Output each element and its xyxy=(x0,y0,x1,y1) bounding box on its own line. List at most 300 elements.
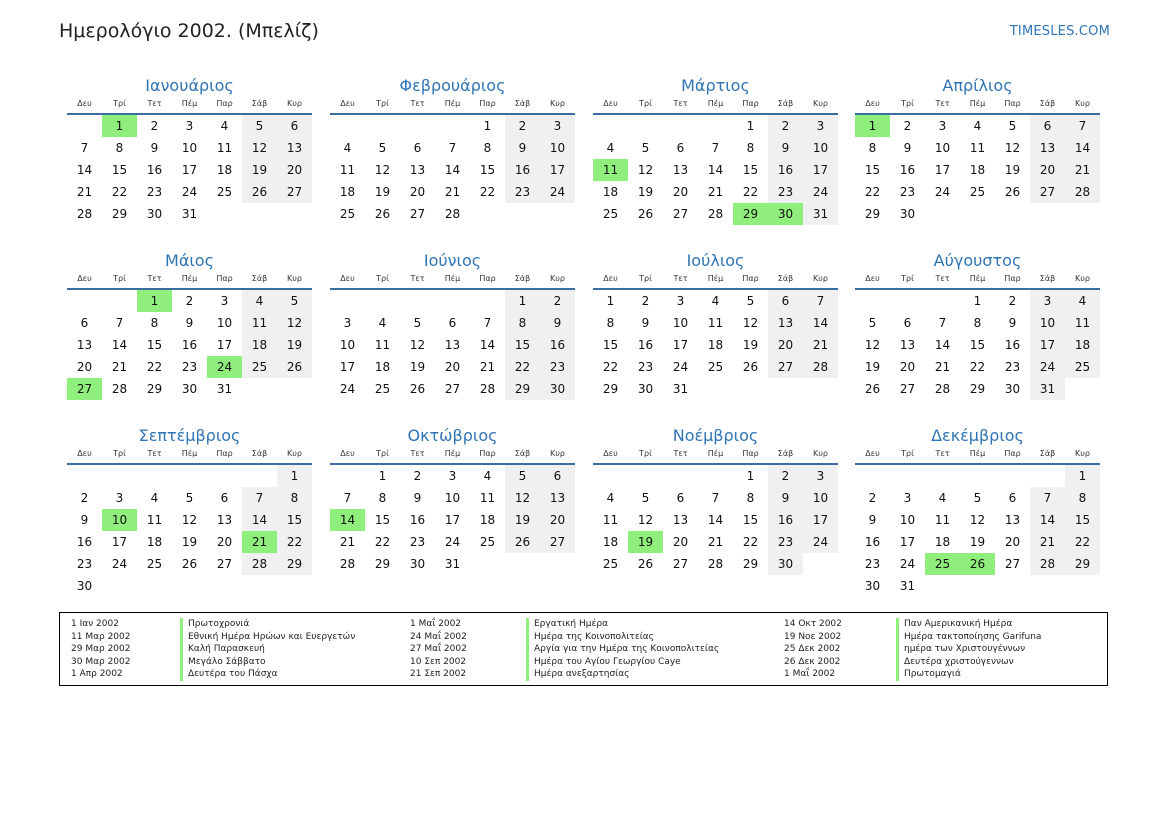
weekend-day-cell: 31 xyxy=(1030,378,1065,400)
weekday-label: Τετ xyxy=(935,99,950,108)
day-cell: 22 xyxy=(742,535,759,549)
week-row xyxy=(855,465,1100,487)
month-calendar xyxy=(67,74,312,225)
day-cell: 28 xyxy=(76,207,93,221)
day-cell: 2 xyxy=(1008,294,1017,308)
month-title: Οκτώβριος xyxy=(407,426,498,445)
day-cell: 23 xyxy=(1004,360,1021,374)
weekday-label: Κυρ xyxy=(550,274,565,283)
empty-day-cell xyxy=(435,115,470,137)
day-cell: 27 xyxy=(899,382,916,396)
day-cell: 15 xyxy=(742,513,759,527)
weekday-label: Πέμ xyxy=(181,99,198,108)
weekday-header xyxy=(67,97,312,115)
weekday-label: Δευ xyxy=(340,449,355,458)
day-cell: 17 xyxy=(111,535,128,549)
weekday-label: Τετ xyxy=(147,449,162,458)
day-cell: 22 xyxy=(479,185,496,199)
month-calendar xyxy=(330,249,575,400)
empty-day-cell xyxy=(663,115,698,137)
week-row xyxy=(593,312,838,334)
day-cell: 23 xyxy=(409,535,426,549)
day-cell: 18 xyxy=(934,535,951,549)
day-cell: 8 xyxy=(746,141,755,155)
day-cell: 19 xyxy=(409,360,426,374)
weekend-day-cell: 23 xyxy=(768,531,803,553)
day-cell: 27 xyxy=(444,382,461,396)
weekend-day-cell: 1 xyxy=(505,290,540,312)
day-cell: 12 xyxy=(181,513,198,527)
weekday-label: Τρί xyxy=(113,99,126,108)
day-cell: 22 xyxy=(602,360,619,374)
weekday-label: Παρ xyxy=(479,449,496,458)
weekend-day-cell: 20 xyxy=(277,159,312,181)
day-cell: 18 xyxy=(479,513,496,527)
day-cell: 21 xyxy=(934,360,951,374)
week-row xyxy=(593,115,838,137)
day-cell: 28 xyxy=(339,557,356,571)
weekday-header xyxy=(855,272,1100,290)
holiday-name: Ημέρα της Κοινοπολιτείας xyxy=(526,631,719,644)
week-row xyxy=(593,509,838,531)
day-cell: 8 xyxy=(115,141,124,155)
weekend-day-cell: 14 xyxy=(1065,137,1100,159)
holiday-day-cell: 1 xyxy=(137,290,172,312)
day-cell: 21 xyxy=(111,360,128,374)
day-cell: 9 xyxy=(1008,316,1017,330)
week-row xyxy=(593,181,838,203)
day-cell: 6 xyxy=(676,491,685,505)
day-cell: 20 xyxy=(672,535,689,549)
weekend-day-cell: 26 xyxy=(505,531,540,553)
day-cell: 22 xyxy=(742,185,759,199)
day-cell: 26 xyxy=(742,360,759,374)
holiday-date: 11 Μαρ 2002 xyxy=(71,631,131,642)
weekend-day-cell: 20 xyxy=(1030,159,1065,181)
empty-day-cell xyxy=(925,290,960,312)
day-cell: 4 xyxy=(220,119,229,133)
empty-day-cell xyxy=(242,575,277,597)
day-cell: 27 xyxy=(672,557,689,571)
weekday-label: Τρί xyxy=(639,274,652,283)
weekend-day-cell: 28 xyxy=(242,553,277,575)
weekend-day-cell: 8 xyxy=(277,487,312,509)
holiday-name: Δευτέρα χριστούγεννων xyxy=(896,656,1041,669)
day-cell: 13 xyxy=(216,513,233,527)
holiday-dates-col-3 xyxy=(784,618,842,681)
empty-day-cell xyxy=(242,203,277,225)
weekend-day-cell: 10 xyxy=(803,487,838,509)
weekend-day-cell: 27 xyxy=(1030,181,1065,203)
holiday-name: Αργία για την Ημέρα της Κοινοπολιτείας xyxy=(526,643,719,656)
day-cell: 7 xyxy=(711,141,720,155)
month-calendar xyxy=(330,74,575,225)
weekend-day-cell: 17 xyxy=(803,159,838,181)
empty-day-cell xyxy=(890,290,925,312)
empty-day-cell xyxy=(435,290,470,312)
week-row xyxy=(855,181,1100,203)
empty-day-cell xyxy=(330,290,365,312)
weekend-day-cell: 5 xyxy=(242,115,277,137)
empty-day-cell xyxy=(365,115,400,137)
weekday-header xyxy=(67,272,312,290)
day-cell: 4 xyxy=(938,491,947,505)
day-cell: 30 xyxy=(181,382,198,396)
weekday-label: Παρ xyxy=(742,274,759,283)
holiday-name: Εθνική Ημέρα Ηρώων και Ευεργετών xyxy=(180,631,355,644)
week-row xyxy=(67,531,312,553)
day-cell: 17 xyxy=(672,338,689,352)
day-cell: 9 xyxy=(185,316,194,330)
weekend-day-cell: 28 xyxy=(1030,553,1065,575)
empty-day-cell xyxy=(995,575,1030,597)
day-cell: 12 xyxy=(742,316,759,330)
empty-day-cell xyxy=(67,115,102,137)
weekend-day-cell: 11 xyxy=(1065,312,1100,334)
day-cell: 9 xyxy=(903,141,912,155)
weekend-day-cell: 17 xyxy=(1030,334,1065,356)
day-cell: 18 xyxy=(374,360,391,374)
day-cell: 10 xyxy=(899,513,916,527)
day-cell: 12 xyxy=(969,513,986,527)
holiday-name: Ημέρα του Αγίου Γεωργίου Caye xyxy=(526,656,719,669)
day-cell: 15 xyxy=(111,163,128,177)
day-cell: 2 xyxy=(80,491,89,505)
week-row xyxy=(855,378,1100,400)
weekday-label: Παρ xyxy=(742,99,759,108)
day-cell: 10 xyxy=(181,141,198,155)
weekend-day-cell: 6 xyxy=(1030,115,1065,137)
day-cell: 1 xyxy=(746,119,755,133)
empty-day-cell xyxy=(855,290,890,312)
weekday-header xyxy=(593,97,838,115)
week-row xyxy=(593,203,838,225)
holiday-date: 25 Δεκ 2002 xyxy=(784,644,841,654)
day-cell: 22 xyxy=(969,360,986,374)
day-cell: 26 xyxy=(637,557,654,571)
empty-day-cell xyxy=(172,575,207,597)
weekday-label: Τρί xyxy=(901,274,914,283)
day-cell: 3 xyxy=(185,119,194,133)
day-cell: 28 xyxy=(111,382,128,396)
weekday-label: Δευ xyxy=(340,99,355,108)
month-title: Ιανουάριος xyxy=(145,76,234,95)
day-cell: 28 xyxy=(934,382,951,396)
empty-day-cell xyxy=(172,465,207,487)
day-cell: 1 xyxy=(378,469,387,483)
weekend-day-cell: 22 xyxy=(1065,531,1100,553)
month-calendar xyxy=(593,424,838,575)
day-cell: 17 xyxy=(934,163,951,177)
empty-day-cell xyxy=(137,575,172,597)
weekend-day-cell: 12 xyxy=(242,137,277,159)
day-cell: 14 xyxy=(111,338,128,352)
weekend-day-cell: 16 xyxy=(768,159,803,181)
holiday-date: 14 Οκτ 2002 xyxy=(784,619,842,629)
day-cell: 26 xyxy=(409,382,426,396)
day-cell: 25 xyxy=(374,382,391,396)
weekend-day-cell: 13 xyxy=(1030,137,1065,159)
empty-day-cell xyxy=(277,575,312,597)
weekday-header xyxy=(593,272,838,290)
day-cell: 25 xyxy=(969,185,986,199)
day-cell: 6 xyxy=(413,141,422,155)
weekday-label: Σάβ xyxy=(251,99,268,108)
day-cell: 21 xyxy=(444,185,461,199)
week-row xyxy=(593,334,838,356)
day-cell: 2 xyxy=(868,491,877,505)
holiday-name: Δευτέρα του Πάσχα xyxy=(180,668,355,681)
day-cell: 5 xyxy=(641,491,650,505)
weekend-day-cell: 3 xyxy=(803,115,838,137)
weekday-label: Κυρ xyxy=(287,449,302,458)
day-cell: 3 xyxy=(903,491,912,505)
week-row xyxy=(67,312,312,334)
day-cell: 25 xyxy=(707,360,724,374)
weekend-day-cell: 11 xyxy=(242,312,277,334)
day-cell: 7 xyxy=(448,141,457,155)
month-title: Φεβρουάριος xyxy=(399,76,506,95)
day-cell: 15 xyxy=(602,338,619,352)
day-cell: 29 xyxy=(969,382,986,396)
holiday-name: Ημέρα τακτοποίησης Garifuna xyxy=(896,631,1041,644)
week-row xyxy=(593,553,838,575)
weekend-day-cell: 1 xyxy=(1065,465,1100,487)
day-cell: 8 xyxy=(746,491,755,505)
empty-day-cell xyxy=(102,290,137,312)
day-cell: 5 xyxy=(185,491,194,505)
weekend-day-cell: 27 xyxy=(277,181,312,203)
weekend-day-cell: 25 xyxy=(242,356,277,378)
day-cell: 23 xyxy=(76,557,93,571)
holiday-name: Καλή Παρασκευή xyxy=(180,643,355,656)
day-cell: 3 xyxy=(115,491,124,505)
weekend-day-cell: 14 xyxy=(242,509,277,531)
day-cell: 4 xyxy=(711,294,720,308)
week-row xyxy=(855,509,1100,531)
day-cell: 16 xyxy=(76,535,93,549)
day-cell: 19 xyxy=(181,535,198,549)
day-cell: 19 xyxy=(374,185,391,199)
holiday-day-cell: 27 xyxy=(67,378,102,400)
holiday-date: 27 Μαΐ 2002 xyxy=(410,644,467,654)
weekday-label: Τετ xyxy=(410,274,425,283)
day-cell: 29 xyxy=(742,557,759,571)
holiday-name: Πρωτομαγιά xyxy=(896,668,1041,681)
day-cell: 5 xyxy=(413,316,422,330)
week-row xyxy=(855,312,1100,334)
day-cell: 25 xyxy=(602,557,619,571)
day-cell: 12 xyxy=(409,338,426,352)
day-cell: 11 xyxy=(339,163,356,177)
empty-day-cell xyxy=(540,203,575,225)
weekday-label: Δευ xyxy=(603,99,618,108)
weekday-label: Δευ xyxy=(865,449,880,458)
weekday-label: Δευ xyxy=(865,274,880,283)
day-cell: 18 xyxy=(216,163,233,177)
day-cell: 14 xyxy=(76,163,93,177)
holiday-date: 1 Μαΐ 2002 xyxy=(410,619,462,629)
weekday-label: Παρ xyxy=(216,449,233,458)
week-row xyxy=(330,531,575,553)
weekday-label: Παρ xyxy=(216,99,233,108)
weekday-header xyxy=(330,97,575,115)
day-cell: 18 xyxy=(339,185,356,199)
day-cell: 15 xyxy=(864,163,881,177)
weekend-day-cell: 3 xyxy=(540,115,575,137)
day-cell: 21 xyxy=(339,535,356,549)
weekday-header xyxy=(593,447,838,465)
weekday-label: Τρί xyxy=(901,99,914,108)
empty-day-cell xyxy=(698,378,733,400)
weekend-day-cell: 3 xyxy=(803,465,838,487)
day-cell: 11 xyxy=(934,513,951,527)
day-cell: 8 xyxy=(868,141,877,155)
weekday-label: Κυρ xyxy=(813,449,828,458)
month-title: Απρίλιος xyxy=(942,76,1013,95)
day-cell: 13 xyxy=(672,163,689,177)
week-row xyxy=(330,356,575,378)
day-cell: 26 xyxy=(374,207,391,221)
weekday-label: Κυρ xyxy=(1075,449,1090,458)
day-cell: 5 xyxy=(378,141,387,155)
weekend-day-cell: 4 xyxy=(242,290,277,312)
day-cell: 28 xyxy=(479,382,496,396)
weekday-label: Πέμ xyxy=(444,449,461,458)
day-cell: 20 xyxy=(1004,535,1021,549)
day-cell: 26 xyxy=(1004,185,1021,199)
day-cell: 19 xyxy=(742,338,759,352)
weekend-day-cell: 31 xyxy=(803,203,838,225)
day-cell: 6 xyxy=(80,316,89,330)
day-cell: 18 xyxy=(146,535,163,549)
day-cell: 16 xyxy=(864,535,881,549)
month-calendar xyxy=(67,424,312,597)
week-row xyxy=(330,181,575,203)
day-cell: 13 xyxy=(899,338,916,352)
day-cell: 11 xyxy=(479,491,496,505)
day-cell: 28 xyxy=(707,557,724,571)
day-cell: 26 xyxy=(864,382,881,396)
empty-day-cell xyxy=(698,465,733,487)
weekday-label: Παρ xyxy=(1004,274,1021,283)
weekday-label: Παρ xyxy=(742,449,759,458)
weekday-label: Δευ xyxy=(603,274,618,283)
weekday-label: Δευ xyxy=(77,449,92,458)
weekend-day-cell: 8 xyxy=(1065,487,1100,509)
day-cell: 15 xyxy=(374,513,391,527)
weekend-day-cell: 27 xyxy=(768,356,803,378)
day-cell: 4 xyxy=(343,141,352,155)
day-cell: 26 xyxy=(637,207,654,221)
day-cell: 27 xyxy=(216,557,233,571)
weekday-label: Κυρ xyxy=(813,274,828,283)
weekday-label: Παρ xyxy=(1004,99,1021,108)
empty-day-cell xyxy=(628,465,663,487)
weekend-day-cell: 15 xyxy=(277,509,312,531)
day-cell: 7 xyxy=(483,316,492,330)
weekend-day-cell: 6 xyxy=(540,465,575,487)
weekend-day-cell: 30 xyxy=(540,378,575,400)
day-cell: 23 xyxy=(181,360,198,374)
holiday-day-cell: 11 xyxy=(593,159,628,181)
empty-day-cell xyxy=(1030,575,1065,597)
day-cell: 22 xyxy=(374,535,391,549)
holiday-name: Ημέρα ανεξαρτησίας xyxy=(526,668,719,681)
day-cell: 4 xyxy=(483,469,492,483)
weekend-day-cell: 13 xyxy=(277,137,312,159)
weekday-header xyxy=(330,272,575,290)
day-cell: 14 xyxy=(707,163,724,177)
empty-day-cell xyxy=(960,465,995,487)
week-row xyxy=(330,487,575,509)
week-row xyxy=(855,115,1100,137)
holiday-dates-col-2 xyxy=(410,618,467,681)
day-cell: 20 xyxy=(216,535,233,549)
holiday-date: 10 Σεπ 2002 xyxy=(410,656,467,667)
weekend-day-cell: 12 xyxy=(505,487,540,509)
day-cell: 6 xyxy=(1008,491,1017,505)
day-cell: 5 xyxy=(973,491,982,505)
holiday-name: Παν Αμερικανική Ημέρα xyxy=(896,618,1041,631)
weekday-header xyxy=(67,447,312,465)
month-title: Δεκέμβριος xyxy=(931,426,1024,445)
site-link[interactable]: TIMESLES.COM xyxy=(1009,24,1110,39)
empty-day-cell xyxy=(733,378,768,400)
day-cell: 8 xyxy=(150,316,159,330)
empty-day-cell xyxy=(400,115,435,137)
day-cell: 24 xyxy=(899,557,916,571)
week-row xyxy=(855,159,1100,181)
weekend-day-cell: 17 xyxy=(540,159,575,181)
weekday-label: Τετ xyxy=(935,449,950,458)
weekend-day-cell: 10 xyxy=(1030,312,1065,334)
day-cell: 16 xyxy=(899,163,916,177)
weekday-label: Δευ xyxy=(340,274,355,283)
week-row xyxy=(330,312,575,334)
weekend-day-cell: 6 xyxy=(277,115,312,137)
week-row xyxy=(330,137,575,159)
weekend-day-cell: 29 xyxy=(1065,553,1100,575)
weekday-label: Τρί xyxy=(376,99,389,108)
week-row xyxy=(67,509,312,531)
weekday-label: Σάβ xyxy=(777,274,794,283)
weekday-label: Πέμ xyxy=(707,274,724,283)
holiday-date: 30 Μαρ 2002 xyxy=(71,656,131,667)
weekend-day-cell: 22 xyxy=(277,531,312,553)
week-row xyxy=(67,465,312,487)
weekday-label: Πέμ xyxy=(181,274,198,283)
day-cell: 20 xyxy=(409,185,426,199)
week-row xyxy=(330,509,575,531)
day-cell: 24 xyxy=(444,535,461,549)
day-cell: 22 xyxy=(864,185,881,199)
month-title: Μάιος xyxy=(165,251,214,270)
day-cell: 21 xyxy=(707,185,724,199)
holiday-date: 1 Μαΐ 2002 xyxy=(784,669,836,679)
day-cell: 5 xyxy=(868,316,877,330)
empty-day-cell xyxy=(102,465,137,487)
empty-day-cell xyxy=(277,203,312,225)
day-cell: 1 xyxy=(606,294,615,308)
weekend-day-cell: 7 xyxy=(1065,115,1100,137)
empty-day-cell xyxy=(698,115,733,137)
day-cell: 3 xyxy=(448,469,457,483)
day-cell: 26 xyxy=(181,557,198,571)
day-cell: 17 xyxy=(216,338,233,352)
holiday-day-cell: 24 xyxy=(207,356,242,378)
week-row xyxy=(330,290,575,312)
